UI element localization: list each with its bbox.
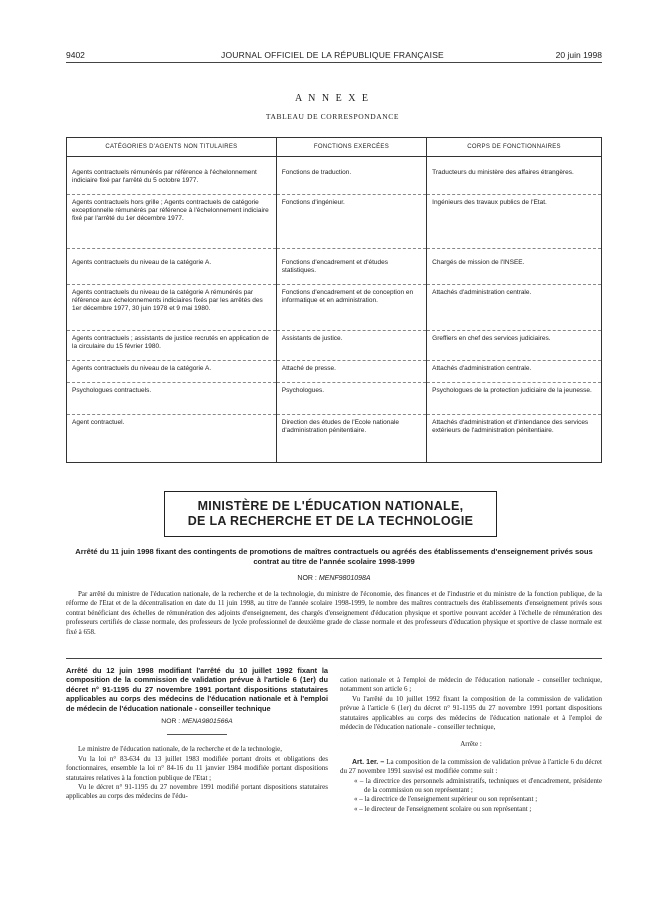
page-number: 9402 — [66, 50, 85, 60]
arrete-title: Arrêté du 11 juin 1998 fixant des contingents de promotions de maîtres contractuels ou agréés des établissements d'enseignement privés sous contrat au titre de l'année scolaire 1998-1999 — [75, 547, 593, 566]
nor-label: NOR : — [161, 718, 181, 726]
table-row — [67, 361, 602, 383]
table-cell: Ingénieurs des travaux publics de l'Etat. — [427, 195, 602, 249]
issue-date: 20 juin 1998 — [555, 50, 602, 60]
table-row — [67, 285, 602, 331]
table-cell: Agents contractuels rémunérés par référence à l'échelonnement indiciaire fixé par l'arrêté du 5 octobre 1977. — [67, 157, 277, 195]
nor-code: MENA9801566A — [182, 718, 233, 726]
ministry-line: DE LA RECHERCHE ET DE LA TECHNOLOGIE — [187, 514, 474, 528]
section-rule — [66, 658, 602, 659]
paragraph: cation nationale et à l'emploi de médecin de l'éducation nationale - conseiller technique, notamment son article 6 ; — [340, 676, 602, 694]
article-text: La composition de la commission de validation prévue à l'article 6 du décret du 27 novembre 1991 susvisé est modifiée comme suit : — [340, 757, 602, 776]
table-row — [67, 195, 602, 249]
paragraph: Le ministre de l'éducation nationale, de la recherche et de la technologie, — [78, 745, 282, 754]
paragraph: Vu l'arrêté du 10 juillet 1992 fixant la composition de la commission de validation prévue à l'article 6 (1er) du décret n° 91-1195 du 27 novembre 1991 portant dispositions statutaires applicables au corps des médecins de l'éducation nationale et à l'emploi de médecin de l'éducation nationale - conseiller technique, — [340, 694, 602, 732]
journal-title: JOURNAL OFFICIEL DE LA RÉPUBLIQUE FRANÇAISE — [221, 50, 444, 60]
article-1 — [340, 758, 602, 777]
left-column — [66, 666, 328, 802]
table-cell: Chargés de mission de l'INSEE. — [427, 249, 602, 285]
header-rule — [66, 62, 602, 63]
table-cell: Traducteurs du ministère des affaires étrangères. — [427, 157, 602, 195]
table-cell: Attachés d'administration centrale. — [427, 285, 602, 331]
table-cell: Agents contractuels hors grille ; Agents contractuels de catégorie exceptionnelle rémunérés par référence à l'échelonnement indiciaire fixé par l'arrêté du 1er décembre 1977. — [67, 195, 277, 249]
right-column — [340, 676, 602, 814]
table-cell: Psychologues contractuels. — [67, 383, 277, 415]
table-row — [67, 249, 602, 285]
arrete-label: Arrête : — [460, 740, 482, 749]
table-cell: Direction des études de l'Ecole nationale d'administration pénitentiaire. — [276, 415, 426, 463]
nor-code: MENF9801098A — [318, 575, 371, 582]
column-header: FONCTIONS EXERCÉES — [276, 138, 426, 157]
column-header: CATÉGORIES D'AGENTS NON TITULAIRES — [67, 138, 277, 157]
paragraph: Vu le décret n° 91-1195 du 27 novembre 1991 modifié portant dispositions statutaires applicables au corps des médecins de l'édu- — [66, 783, 328, 801]
table-cell: Agents contractuels du niveau de la catégorie A rémunérés par référence aux échelonnements indiciaires fixés par les arrêtés des 1er décembre 1977, 30 juin 1978 et 9 mai 1980. — [67, 285, 277, 331]
table-row — [67, 415, 602, 463]
divider — [167, 734, 227, 735]
table-cell: Agents contractuels du niveau de la catégorie A. — [67, 249, 277, 285]
nor-reference — [66, 575, 602, 582]
table-cell: Agent contractuel. — [67, 415, 277, 463]
table-cell: Fonctions de traduction. — [276, 157, 426, 195]
nor-label: NOR : — [297, 575, 317, 582]
table-cell: Assistants de justice. — [276, 331, 426, 361]
list-item: « – le directeur de l'enseignement scolaire ou son représentant ; — [354, 804, 532, 813]
nor-reference — [66, 717, 328, 726]
table-cell: Fonctions d'ingénieur. — [276, 195, 426, 249]
annexe-subtitle: TABLEAU DE CORRESPONDANCE — [265, 112, 400, 121]
table-row — [67, 383, 602, 415]
table-row — [67, 157, 602, 195]
ministry-line: MINISTÈRE DE L'ÉDUCATION NATIONALE, — [197, 499, 464, 513]
annexe-title: A N N E X E — [294, 93, 371, 104]
table-row — [67, 331, 602, 361]
table-cell: Psychologues de la protection judiciaire de la jeunesse. — [427, 383, 602, 415]
list-item: « – la directrice de l'enseignement supérieur ou son représentant ; — [354, 795, 538, 804]
paragraph: Vu la loi n° 83-634 du 13 juillet 1983 modifiée portant droits et obligations des fonctionnaires, ensemble la loi n° 84-16 du 11 janvier 1984 modifiée portant dispositions statutaires relatives à la fonction publique de l'Etat ; — [66, 754, 328, 782]
list-item: « – la directrice des personnels administratifs, techniques et d'encadrement, présidente de la commission ou son représentant ; — [354, 776, 602, 795]
table-cell: Attaché de presse. — [276, 361, 426, 383]
table-cell: Agents contractuels ; assistants de justice recrutés en application de la circulaire du 15 février 1980. — [67, 331, 277, 361]
table-cell: Attachés d'administration centrale. — [427, 361, 602, 383]
ministry-heading — [164, 491, 497, 537]
table-cell: Agents contractuels du niveau de la catégorie A. — [67, 361, 277, 383]
column-header: CORPS DE FONCTIONNAIRES — [427, 138, 602, 157]
arrete-title: Arrêté du 12 juin 1998 modifiant l'arrêté du 10 juillet 1992 fixant la composition de la commission de validation prévue à l'article 6 (1er) du décret n° 91-1195 du 27 novembre 1991 portant dispositions statutaires applicables au corps des médecins de l'éducation nationale et à l'emploi de médecin de l'éducation nationale - conseiller technique — [66, 666, 328, 713]
table-cell: Fonctions d'encadrement et d'études statistiques. — [276, 249, 426, 285]
table-cell: Greffiers en chef des services judiciaires. — [427, 331, 602, 361]
table-cell: Psychologues. — [276, 383, 426, 415]
article-label: Art. 1er. – — [352, 758, 385, 766]
arrete-text: Par arrêté du ministre de l'éducation nationale, de la recherche et de la technologie, du ministre de l'économie, des finances et de l'industrie et du ministre de la fonction publique, de la réforme de l'Etat et de la décentralisation en date du 11 juin 1998, au titre de l'année scolaire 1998-1999, le nombre des maîtres contractuels des établissements d'enseignement privés sous contrat bénéficiant des échelles de rémunération des adjoints d'enseignement, des chargés d'enseignement d'éducation physique et sportive pouvant accéder à l'échelle de rémunération des professeurs certifiés de classe normale, des professeurs de lycée professionnel de deuxième grade de classe normale et des professeurs d'éducation physique et sportive de classe normale est fixé à 658. — [66, 590, 602, 636]
table-cell: Fonctions d'encadrement et de conception en informatique et en administration. — [276, 285, 426, 331]
table-cell: Attachés d'administration et d'intendance des services extérieurs de l'administration pénitentiaire. — [427, 415, 602, 463]
correspondence-table — [66, 137, 602, 463]
